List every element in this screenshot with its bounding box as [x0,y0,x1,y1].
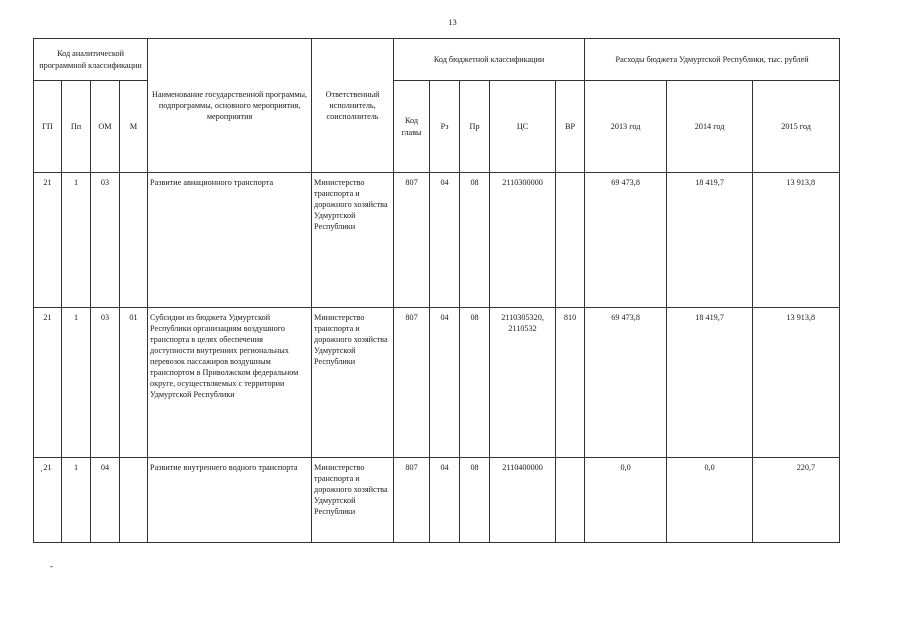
table-row [34,173,840,308]
cell-responsible: Министерство транспорта и дорожного хозяйства Удмуртской Республики [312,308,394,458]
cell-2014: 18 419,7 [667,308,753,458]
cell-2015: 13 913,8 [753,173,840,308]
cell-2013: 69 473,8 [585,308,667,458]
cell-responsible: Министерство транспорта и дорожного хозяйства Удмуртской Республики [312,173,394,308]
cell-gp: 21 [34,308,62,458]
header-gp: ГП [34,81,62,173]
header-row-1 [34,39,840,81]
cell-rz: 04 [430,458,460,543]
cell-m [120,458,148,543]
cell-gp: 21 [34,173,62,308]
header-2013: 2013 год [585,81,667,173]
header-om: ОМ [91,81,120,173]
cell-vr [556,458,585,543]
cell-gp: 21 [34,458,62,543]
header-m: М [120,81,148,173]
header-cs: ЦС [490,81,556,173]
cell-m [120,173,148,308]
cell-vr [556,173,585,308]
cell-om: 03 [91,308,120,458]
scan-dash: - [50,561,53,571]
cell-pr: 08 [460,458,490,543]
cell-vr: 810 [556,308,585,458]
table-row [34,458,840,543]
cell-2013: 0,0 [585,458,667,543]
cell-m: 01 [120,308,148,458]
header-analytic-code: Код аналитической программной классификации [34,39,148,81]
cell-rz: 04 [430,308,460,458]
cell-cs: 2110305320, 2110532 [490,308,556,458]
cell-name: Развитие внутреннего водного транспорта [148,458,312,543]
cell-responsible: Министерство транспорта и дорожного хозяйства Удмуртской Республики [312,458,394,543]
cell-kod: 807 [394,173,430,308]
table-row [34,308,840,458]
cell-2013: 69 473,8 [585,173,667,308]
budget-table [33,38,840,543]
header-vr: ВР [556,81,585,173]
cell-kod: 807 [394,458,430,543]
scan-dot: · [40,466,43,476]
cell-2015: 220,7 [753,458,840,543]
cell-om: 04 [91,458,120,543]
header-pp: Пп [62,81,91,173]
cell-rz: 04 [430,173,460,308]
cell-om: 03 [91,173,120,308]
header-rz: Рз [430,81,460,173]
header-kod-glavy: Код главы [394,81,430,173]
header-2015: 2015 год [753,81,840,173]
cell-kod: 807 [394,308,430,458]
cell-pp: 1 [62,458,91,543]
page-number: 13 [448,17,457,27]
header-budget-code: Код бюджетной классификации [394,39,585,81]
cell-name: Субсидии из бюджета Удмуртской Республики организациям воздушного транспорта в целях обеспечения доступности внутренних региональных перевозок пассажиров воздушным транспортом в Приволжском федеральном округе, осуществляемых с территории Удмуртской Республики [148,308,312,458]
cell-2014: 18 419,7 [667,173,753,308]
cell-cs: 2110400000 [490,458,556,543]
cell-pp: 1 [62,173,91,308]
header-expenses: Расходы бюджета Удмуртской Республики, тыс. рублей [585,39,840,81]
cell-pp: 1 [62,308,91,458]
cell-pr: 08 [460,308,490,458]
header-2014: 2014 год [667,81,753,173]
cell-pr: 08 [460,173,490,308]
header-pr: Пр [460,81,490,173]
cell-2015: 13 913,8 [753,308,840,458]
cell-name: Развитие авиационного транспорта [148,173,312,308]
header-name: Наименование государственной программы, подпрограммы, основного мероприятия, мероприятия [148,39,312,173]
header-responsible: Ответственный исполнитель, соисполнитель [312,39,394,173]
cell-cs: 2110300000 [490,173,556,308]
cell-2014: 0,0 [667,458,753,543]
